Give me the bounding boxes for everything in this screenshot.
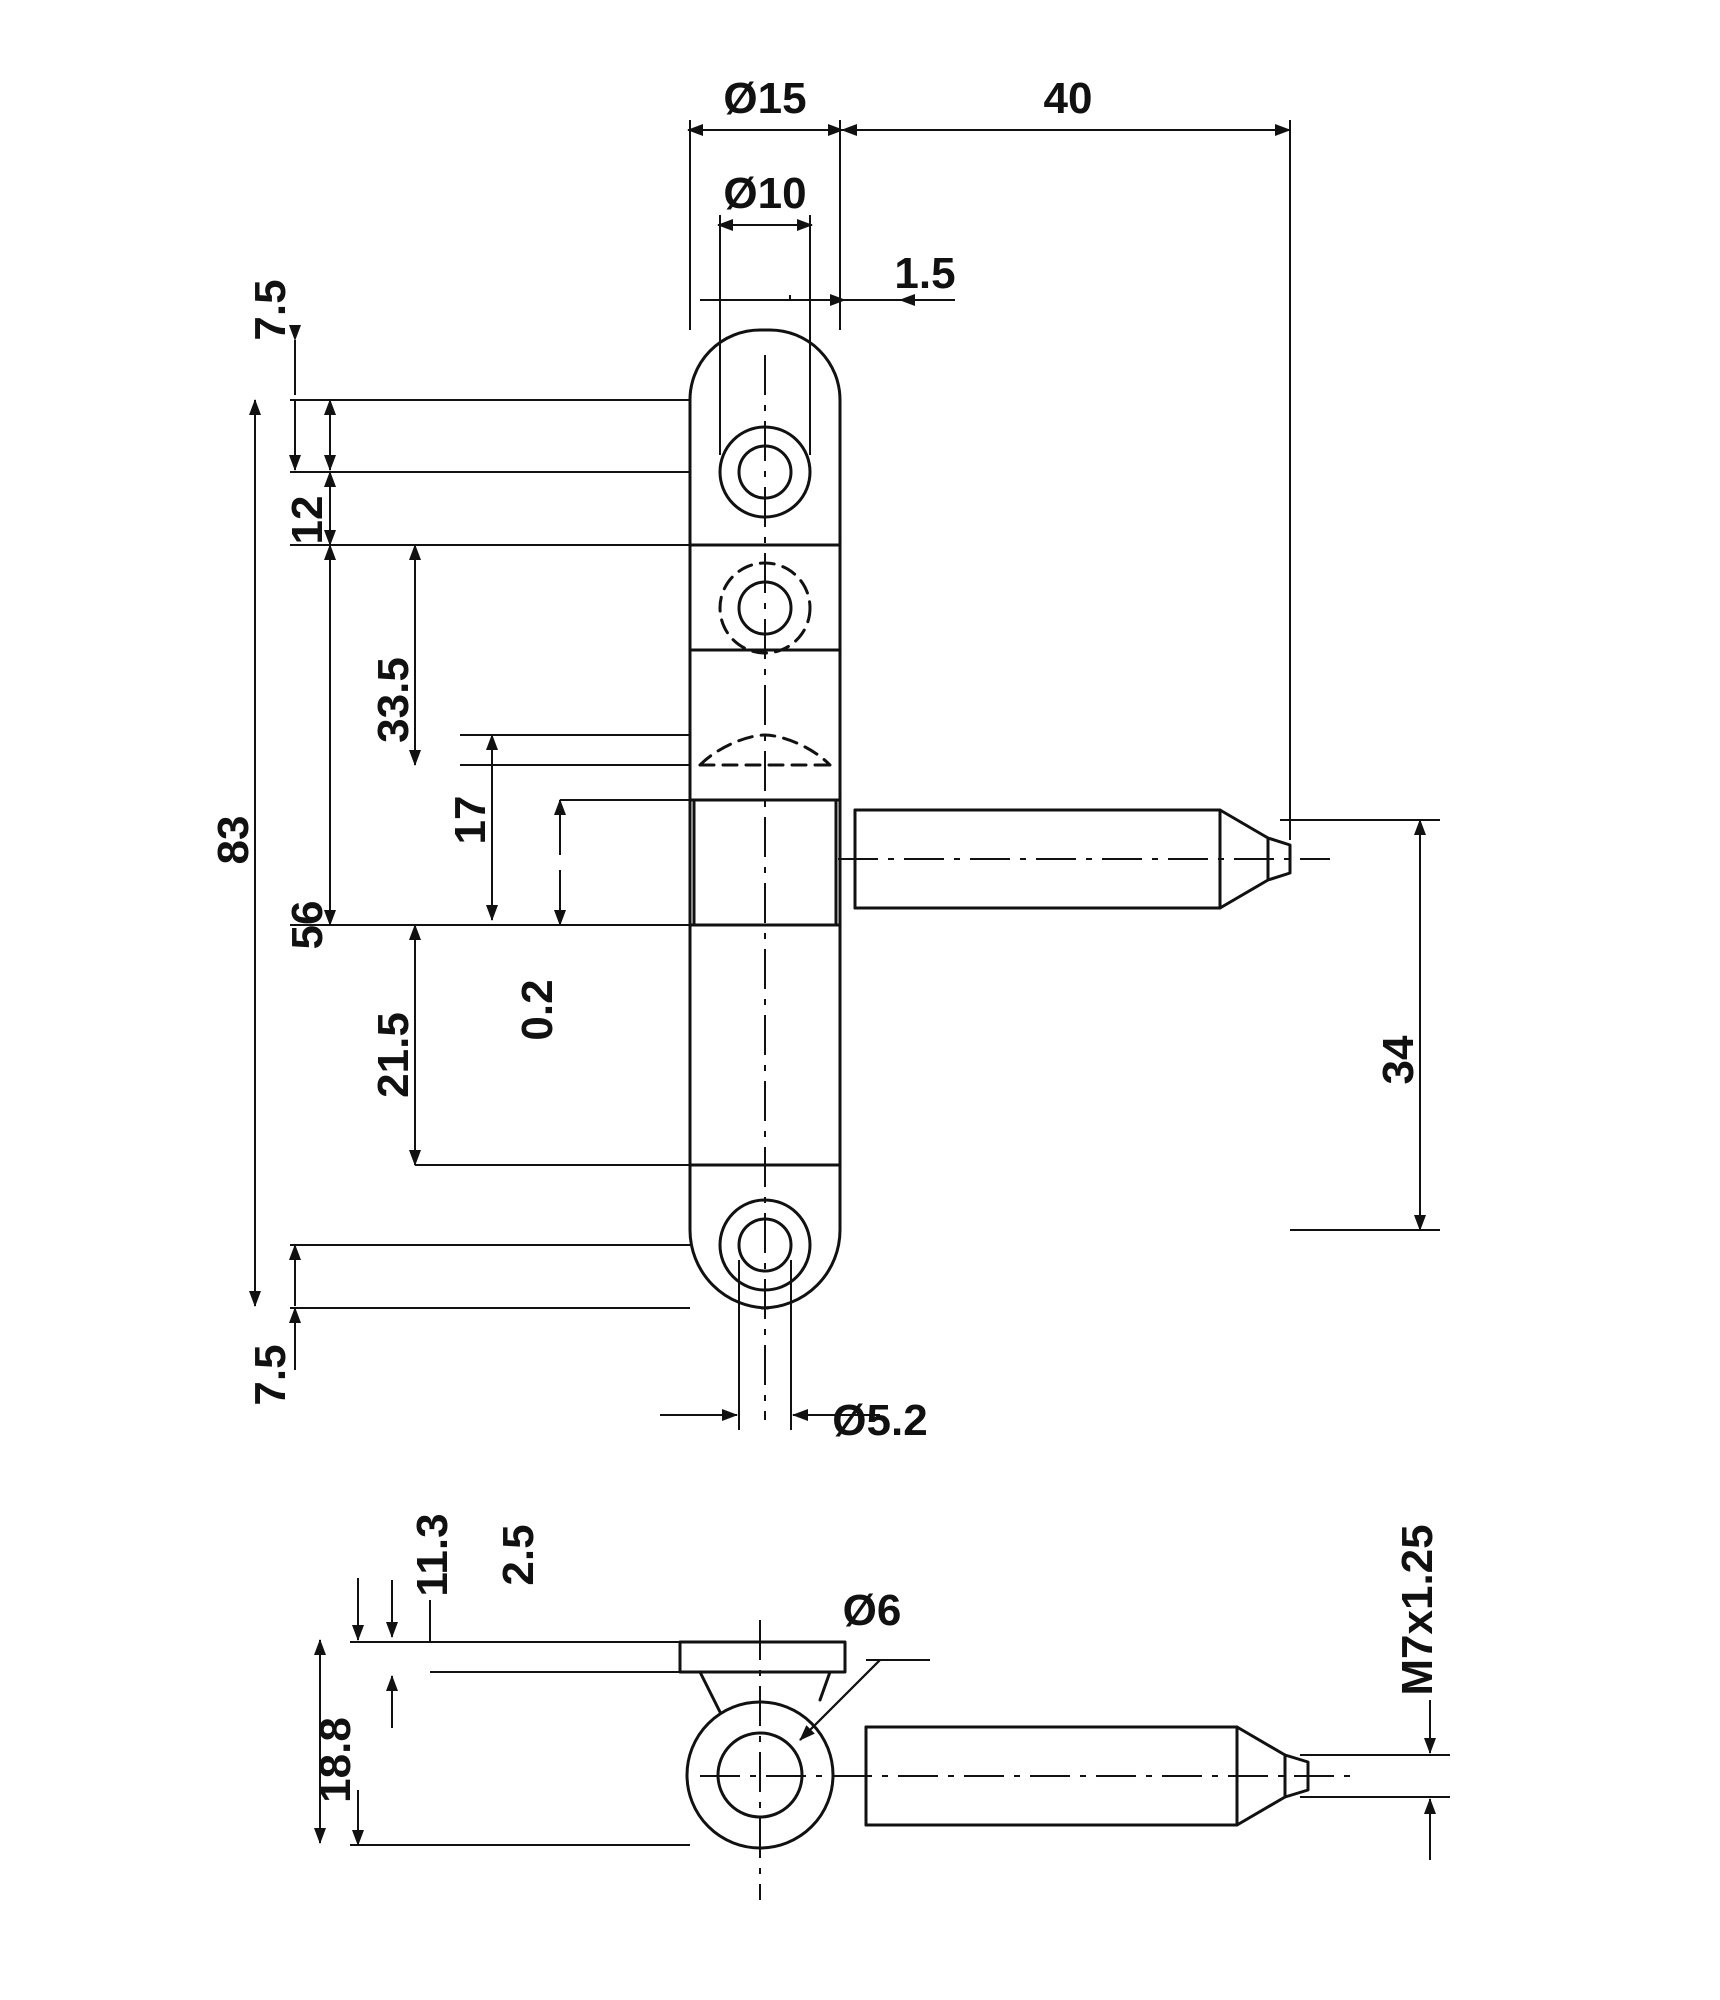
- front-view-dimension-lines: [255, 120, 1440, 1430]
- dim-top-d10: Ø10: [723, 169, 807, 218]
- dim-56: 56: [283, 900, 332, 950]
- dim-0-2: 0.2: [513, 979, 562, 1041]
- dim-1-5: 1.5: [894, 249, 956, 298]
- dimension-labels: [209, 74, 1442, 1803]
- dim-7-5-bottom: 7.5: [246, 1344, 295, 1406]
- dim-d6: Ø6: [842, 1586, 902, 1635]
- dim-7-5-top: 7.5: [246, 279, 295, 341]
- dim-11-3: 11.3: [408, 1513, 457, 1597]
- dim-18-8: 18.8: [311, 1717, 360, 1803]
- dim-33-5: 33.5: [369, 657, 418, 743]
- dim-21-5: 21.5: [369, 1012, 418, 1098]
- front-view-geometry: [690, 330, 1290, 1308]
- dim-83: 83: [209, 815, 258, 865]
- dim-34: 34: [1374, 1035, 1423, 1085]
- dim-d5-2: Ø5.2: [832, 1396, 928, 1445]
- dim-top-40: 40: [1043, 74, 1093, 123]
- dim-top-d15: Ø15: [723, 74, 807, 123]
- side-view-geometry: [680, 1642, 1308, 1848]
- dim-17: 17: [446, 795, 495, 845]
- dim-thread-m7: M7x1.25: [1393, 1524, 1442, 1696]
- front-view-centerlines: [765, 355, 1330, 1420]
- dim-2-5: 2.5: [494, 1524, 543, 1586]
- dim-12: 12: [283, 495, 332, 545]
